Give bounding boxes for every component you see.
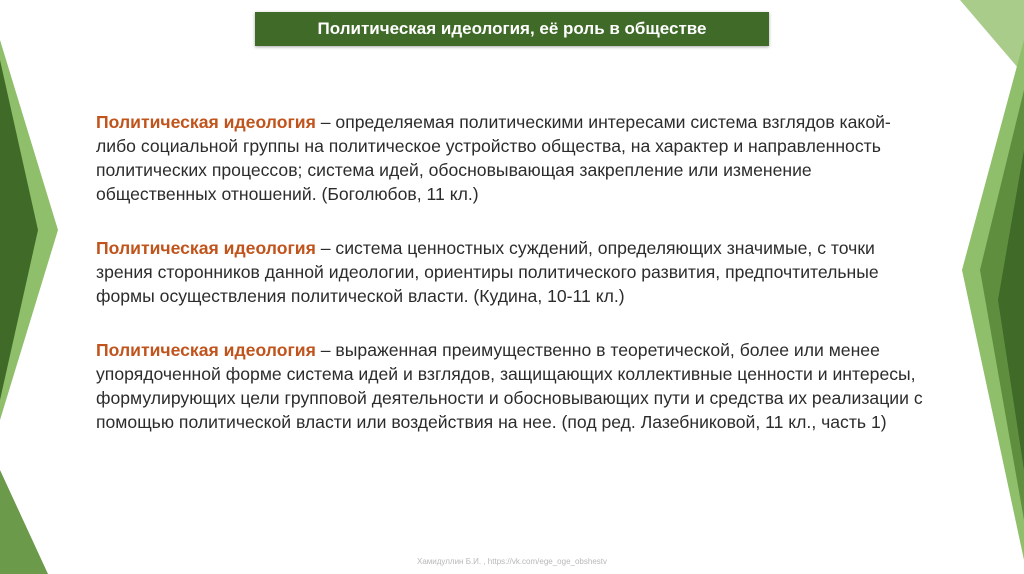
footer-credit: Хамидуллин Б.И. , https://vk.com/ege_oge_obshestv bbox=[417, 557, 607, 566]
definition-text: – определяемая политическими интересами система взглядов какой-либо социальной группы на политическое устройство общества, на характер и направленность политических процессов; система идей, обосновывающая закрепление или изменение общественных отношений. (Боголюбов, 11 кл.) bbox=[96, 112, 891, 204]
definition-text: – выраженная преимущественно в теоретической, более или менее упорядоченной форме система идей и взглядов, защищающих коллективные ценности и интересы, формулирующих цели групповой деятельности и обосновывающих пути и средства их реализации с помощью политической власти или воздействия на нее. (под ред. Лазебниковой, 11 кл., часть 1) bbox=[96, 340, 923, 432]
definition-term: Политическая идеология bbox=[96, 112, 316, 132]
definition-paragraph-3 bbox=[96, 338, 926, 434]
slide-content bbox=[96, 110, 926, 434]
slide-title: Политическая идеология, её роль в обществе bbox=[255, 12, 769, 46]
definition-paragraph-2 bbox=[96, 236, 926, 308]
definition-text: – система ценностных суждений, определяющих значимые, с точки зрения сторонников данной идеологии, ориентиры политического развития, предпочтительные формы осуществления политической власти. (Кудина, 10-11 кл.) bbox=[96, 238, 879, 306]
definition-term: Политическая идеология bbox=[96, 238, 316, 258]
definition-paragraph-1 bbox=[96, 110, 926, 206]
definition-term: Политическая идеология bbox=[96, 340, 316, 360]
right-decor-top-light bbox=[960, 0, 1024, 75]
